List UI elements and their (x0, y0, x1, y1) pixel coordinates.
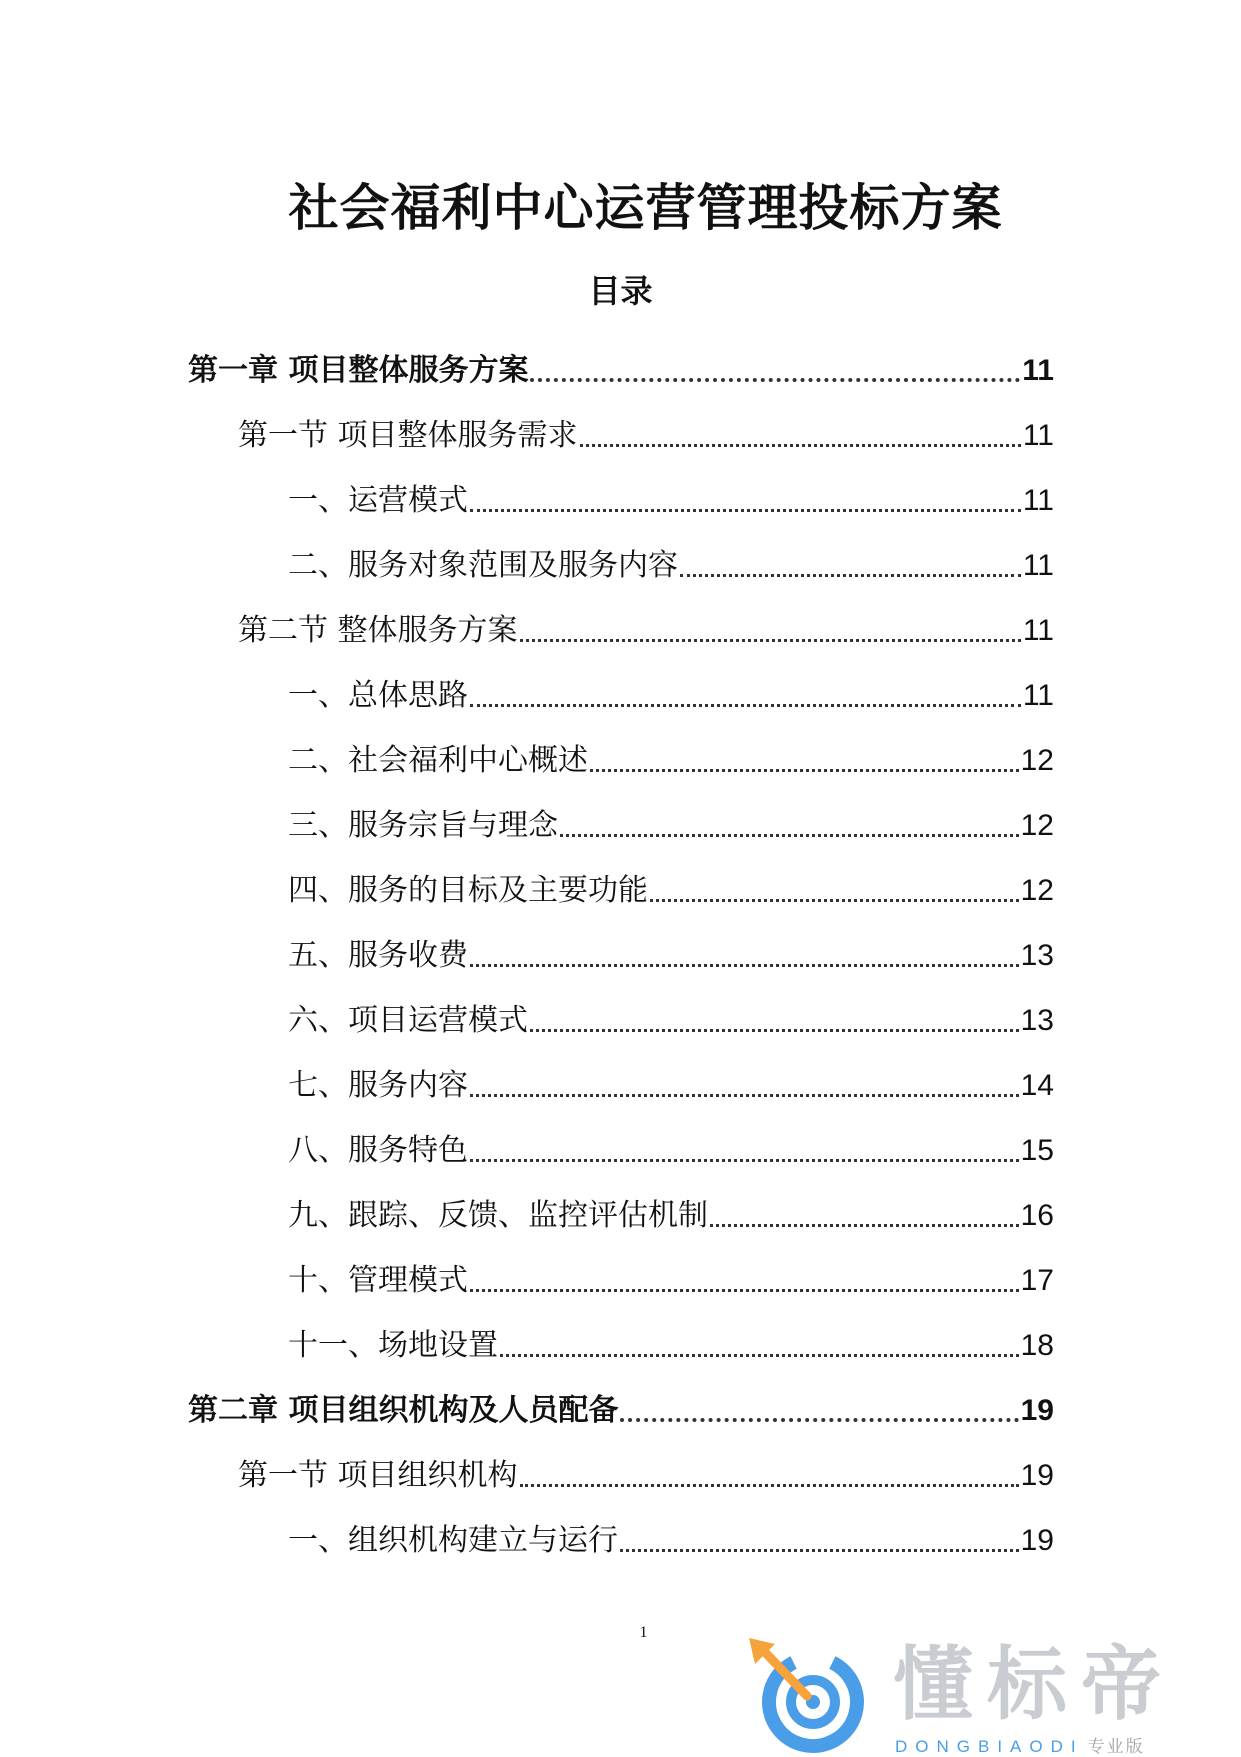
toc-leader-dots (710, 1223, 1019, 1227)
toc-leader-dots (500, 1353, 1019, 1357)
toc-entry-page: 12 (1020, 744, 1054, 777)
toc-leader-dots (470, 508, 1021, 512)
toc-entry-page: 11 (1022, 354, 1054, 387)
watermark-latin: DONGBIAODI (895, 1737, 1084, 1756)
toc-entry[interactable] (188, 1431, 1054, 1496)
toc-entry[interactable] (188, 1106, 1054, 1171)
toc-entry-text: 九、跟踪、反馈、监控评估机制 (288, 1198, 708, 1233)
toc-entry-page: 18 (1020, 1329, 1054, 1362)
toc-leader-dots (470, 1288, 1019, 1292)
toc-entry[interactable] (188, 391, 1054, 456)
watermark (745, 1636, 1225, 1754)
toc-entry-page: 12 (1020, 809, 1054, 842)
toc-leader-dots (620, 1417, 1018, 1422)
watermark-edition: 专业版 (1087, 1737, 1145, 1756)
toc-leader-dots (560, 833, 1019, 837)
toc-entry-text: 五、服务收费 (288, 938, 468, 973)
toc-entry-page: 11 (1022, 549, 1054, 582)
toc-entry-page: 19 (1020, 1459, 1054, 1492)
toc-entry-text: 第一节 项目组织机构 (238, 1458, 518, 1493)
toc-leader-dots (530, 1028, 1019, 1032)
watermark-subtitle (895, 1732, 1145, 1757)
toc-entry-text: 第一节 项目整体服务需求 (238, 418, 578, 453)
toc-entry-text: 第二章 项目组织机构及人员配备 (188, 1393, 619, 1428)
toc-entry-page: 17 (1020, 1264, 1054, 1297)
toc-entry-text: 七、服务内容 (288, 1068, 468, 1103)
toc-entry-text: 二、服务对象范围及服务内容 (288, 548, 678, 583)
toc-entry-page: 11 (1022, 484, 1054, 517)
page-number: 1 (639, 1624, 648, 1641)
toc-entry-page: 19 (1020, 1524, 1054, 1557)
toc-entry[interactable] (188, 456, 1054, 521)
toc-entry-text: 八、服务特色 (288, 1133, 468, 1168)
toc-entry-page: 11 (1022, 419, 1054, 452)
toc-entry[interactable] (188, 1236, 1054, 1301)
toc-entry-page: 11 (1022, 614, 1054, 647)
toc-entry-text: 二、社会福利中心概述 (288, 743, 588, 778)
toc-entry[interactable] (188, 781, 1054, 846)
toc-leader-dots (530, 377, 1020, 382)
toc-entry[interactable] (188, 716, 1054, 781)
toc-entry[interactable] (188, 1041, 1054, 1106)
toc-entry-text: 十、管理模式 (288, 1263, 468, 1298)
toc-leader-dots (470, 963, 1019, 967)
toc-entry[interactable] (188, 1366, 1054, 1431)
toc-entry-page: 15 (1020, 1134, 1054, 1167)
toc-entry-page: 13 (1020, 939, 1054, 972)
toc-leader-dots (580, 443, 1021, 447)
table-of-contents (188, 326, 1054, 1561)
toc-entry[interactable] (188, 1301, 1054, 1366)
toc-leader-dots (470, 703, 1021, 707)
toc-entry-page: 13 (1020, 1004, 1054, 1037)
toc-entry[interactable] (188, 1171, 1054, 1236)
toc-entry[interactable] (188, 911, 1054, 976)
watermark-brand: 懂标帝 (893, 1638, 1175, 1731)
toc-heading: 目录 (588, 272, 653, 310)
toc-entry-page: 14 (1020, 1069, 1054, 1102)
toc-entry[interactable] (188, 521, 1054, 586)
toc-leader-dots (680, 573, 1021, 577)
toc-entry-page: 12 (1020, 874, 1054, 907)
toc-leader-dots (470, 1158, 1019, 1162)
toc-entry-text: 十一、场地设置 (288, 1328, 498, 1363)
toc-leader-dots (520, 638, 1021, 642)
toc-entry-text: 四、服务的目标及主要功能 (288, 873, 648, 908)
toc-entry-text: 三、服务宗旨与理念 (288, 808, 558, 843)
toc-entry-page: 19 (1020, 1394, 1054, 1427)
toc-entry-text: 第一章 项目整体服务方案 (188, 353, 529, 388)
toc-leader-dots (470, 1093, 1019, 1097)
toc-entry[interactable] (188, 1496, 1054, 1561)
target-arrow-icon (745, 1636, 870, 1754)
toc-entry[interactable] (188, 976, 1054, 1041)
toc-entry-text: 一、运营模式 (288, 483, 468, 518)
toc-leader-dots (650, 898, 1019, 902)
toc-leader-dots (520, 1483, 1019, 1487)
toc-entry[interactable] (188, 651, 1054, 716)
toc-entry[interactable] (188, 586, 1054, 651)
toc-entry-text: 一、总体思路 (288, 678, 468, 713)
toc-entry[interactable] (188, 846, 1054, 911)
toc-entry-page: 11 (1022, 679, 1054, 712)
toc-entry-text: 第二节 整体服务方案 (238, 613, 518, 648)
toc-entry-page: 16 (1020, 1199, 1054, 1232)
toc-entry-text: 一、组织机构建立与运行 (288, 1523, 618, 1558)
page-title: 社会福利中心运营管理投标方案 (288, 179, 1003, 237)
toc-leader-dots (590, 768, 1019, 772)
toc-leader-dots (620, 1548, 1019, 1552)
toc-entry[interactable] (188, 326, 1054, 391)
toc-entry-text: 六、项目运营模式 (288, 1003, 528, 1038)
